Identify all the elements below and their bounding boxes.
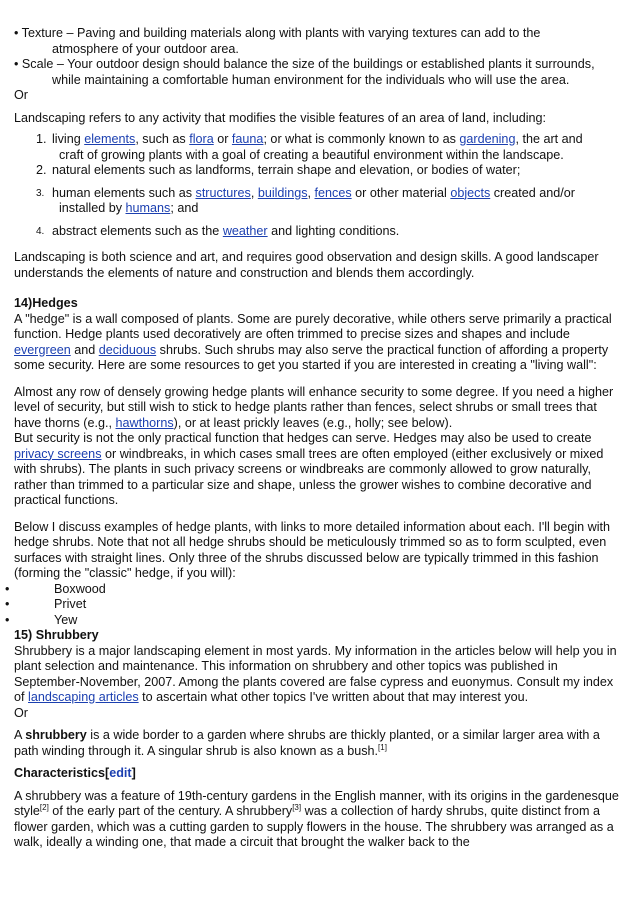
shrubbery-heading: 15) Shrubbery <box>14 628 99 642</box>
link-privacy-screens[interactable]: privacy screens <box>14 446 102 461</box>
document-page <box>5 26 626 851</box>
list-number: 4. <box>36 225 45 237</box>
link-structures[interactable]: structures <box>195 185 251 200</box>
bullet-icon: • <box>5 597 10 611</box>
list-item: 1. living elements, such as flora or fauna; or what is commonly known to as gardening, the art and craft of growing plants with a goal of creating a beautiful environment within the landscape. <box>14 132 626 163</box>
link-humans[interactable]: humans <box>125 201 171 215</box>
characteristics-heading: Characteristics[edit] <box>14 766 136 780</box>
characteristics-paragraph: A shrubbery was a feature of 19th-century gardens in the English manner, with its origins in the gardenesque style[2] of the early part of the century. A shrubbery[3] was a collection of hardy shrubs, quite distinct from a flower garden, which was a cutting garden to supply flowers in the house. The shrubbery was arranged as a walk, ideally a winding one, that made a circuit that brought the walker back to the <box>14 788 619 849</box>
privacy-paragraph: But security is not the only practical function that hedges can serve. Hedges may also be used to create privacy screens or windbreaks, in which cases small trees are often employed (either exclusively or mixed with shrubs). The plants in such privacy screens or windbreaks are commonly allowed to grow naturally, rather than trimmed to a particular size and shape, unless the grower wishes to combine decorative and practical functions. <box>14 431 604 507</box>
link-weather[interactable]: weather <box>222 223 268 238</box>
link-elements[interactable]: elements <box>84 132 136 146</box>
or-separator: Or <box>14 88 28 102</box>
list-item: • Boxwood <box>5 581 106 596</box>
scale-line-cont: while maintaining a comfortable human environment for the individuals who will use the area. <box>52 72 570 87</box>
reference-2[interactable]: [2] <box>39 802 49 812</box>
science-art-paragraph: Landscaping is both science and art, and requires good observation and design skills. A good landscaper understands the elements of nature and construction and blends them accordingly. <box>14 250 599 280</box>
or-separator: Or <box>14 705 28 720</box>
landscaping-intro: Landscaping refers to any activity that modifies the visible features of an area of land, including: <box>14 110 547 125</box>
link-fences[interactable]: fences <box>314 185 352 200</box>
list-item-cont: craft of growing plants with a goal of creating a beautiful environment within the landscape. <box>59 147 564 162</box>
bullet-icon: • <box>5 612 10 627</box>
link-landscaping-articles[interactable]: landscaping articles <box>28 690 139 704</box>
link-deciduous[interactable]: deciduous <box>98 342 157 357</box>
edit-link[interactable]: edit <box>109 766 132 780</box>
list-number: 3. <box>36 187 45 199</box>
hedges-paragraph: A "hedge" is a wall composed of plants. Some are purely decorative, while others serve primarily a practical function. Hedge plants used decoratively are often trimmed to precise sizes and shapes and include evergreen and deciduous shrubs. Such shrubs may also serve the practical function of affording a property some security. Here are some resources to get you started if you are interested in creating a "living wall": <box>14 311 612 372</box>
hedge-plants-paragraph: Below I discuss examples of hedge plants, with links to more detailed information about each. I'll begin with hedge shrubs. Note that not all hedge shrubs should be meticulously trimmed so as to form sculpted, even surfaces with straight lines. Only three of the shrubs discussed below are typically trimmed in this fashion (forming the "classic" hedge, if you will): <box>14 519 611 580</box>
link-objects[interactable]: objects <box>450 185 491 200</box>
list-item-cont: installed by humans; and <box>59 201 199 215</box>
shrubbery-definition: A shrubbery is a wide border to a garden where shrubs are thickly planted, or a similar larger area with a path winding through it. A singular shrub is also known as a bush.[1] <box>14 728 600 758</box>
list-item: 3. human elements such as structures, buildings, fences or other material objects created and/or installed by humans; and <box>14 186 626 217</box>
bullet-icon: • <box>5 581 10 596</box>
link-evergreen[interactable]: evergreen <box>14 342 71 357</box>
link-flora[interactable]: flora <box>189 132 214 146</box>
list-item: • Privet <box>5 597 87 611</box>
scale-line: • Scale – Your outdoor design should balance the size of the buildings or established plants it surrounds, <box>14 57 595 71</box>
list-item: • Yew <box>5 612 78 627</box>
landscape-elements-list <box>14 132 626 239</box>
list-number: 1. <box>36 132 47 146</box>
link-gardening[interactable]: gardening <box>459 132 516 146</box>
reference-1[interactable]: [1] <box>378 742 387 752</box>
hedge-plants-list <box>5 581 626 629</box>
shrubbery-paragraph: Shrubbery is a major landscaping element in most yards. My information in the articles below will help you in plant selection and maintenance. This information on shrubbery and other topics was published in September-November, 2007. Among the plants covered are false cypress and euonymus. Consult my index of landscaping articles to ascertain what other topics I've written about that may interest you. <box>14 643 617 704</box>
list-item: 4. abstract elements such as the weather and lighting conditions. <box>36 223 400 238</box>
security-paragraph: Almost any row of densely growing hedge plants will enhance security to some degree. If you need a higher level of security, but still wish to stick to hedge plants rather than fences, select shrubs or small trees that have thorns (e.g., hawthorns), or at least prickly leaves (e.g., holly; see below). <box>14 384 614 430</box>
texture-line-cont: atmosphere of your outdoor area. <box>52 41 239 56</box>
texture-line: • Texture – Paving and building materials along with plants with varying textures can add to the <box>14 26 541 40</box>
link-buildings[interactable]: buildings <box>257 185 308 200</box>
reference-3[interactable]: [3] <box>292 802 302 812</box>
list-number: 2. <box>36 163 47 177</box>
list-item: 2. natural elements such as landforms, terrain shape and elevation, or bodies of water; <box>36 163 521 177</box>
hedges-heading: 14)Hedges <box>14 296 78 310</box>
link-hawthorns[interactable]: hawthorns <box>115 415 174 430</box>
link-fauna[interactable]: fauna <box>231 132 264 146</box>
